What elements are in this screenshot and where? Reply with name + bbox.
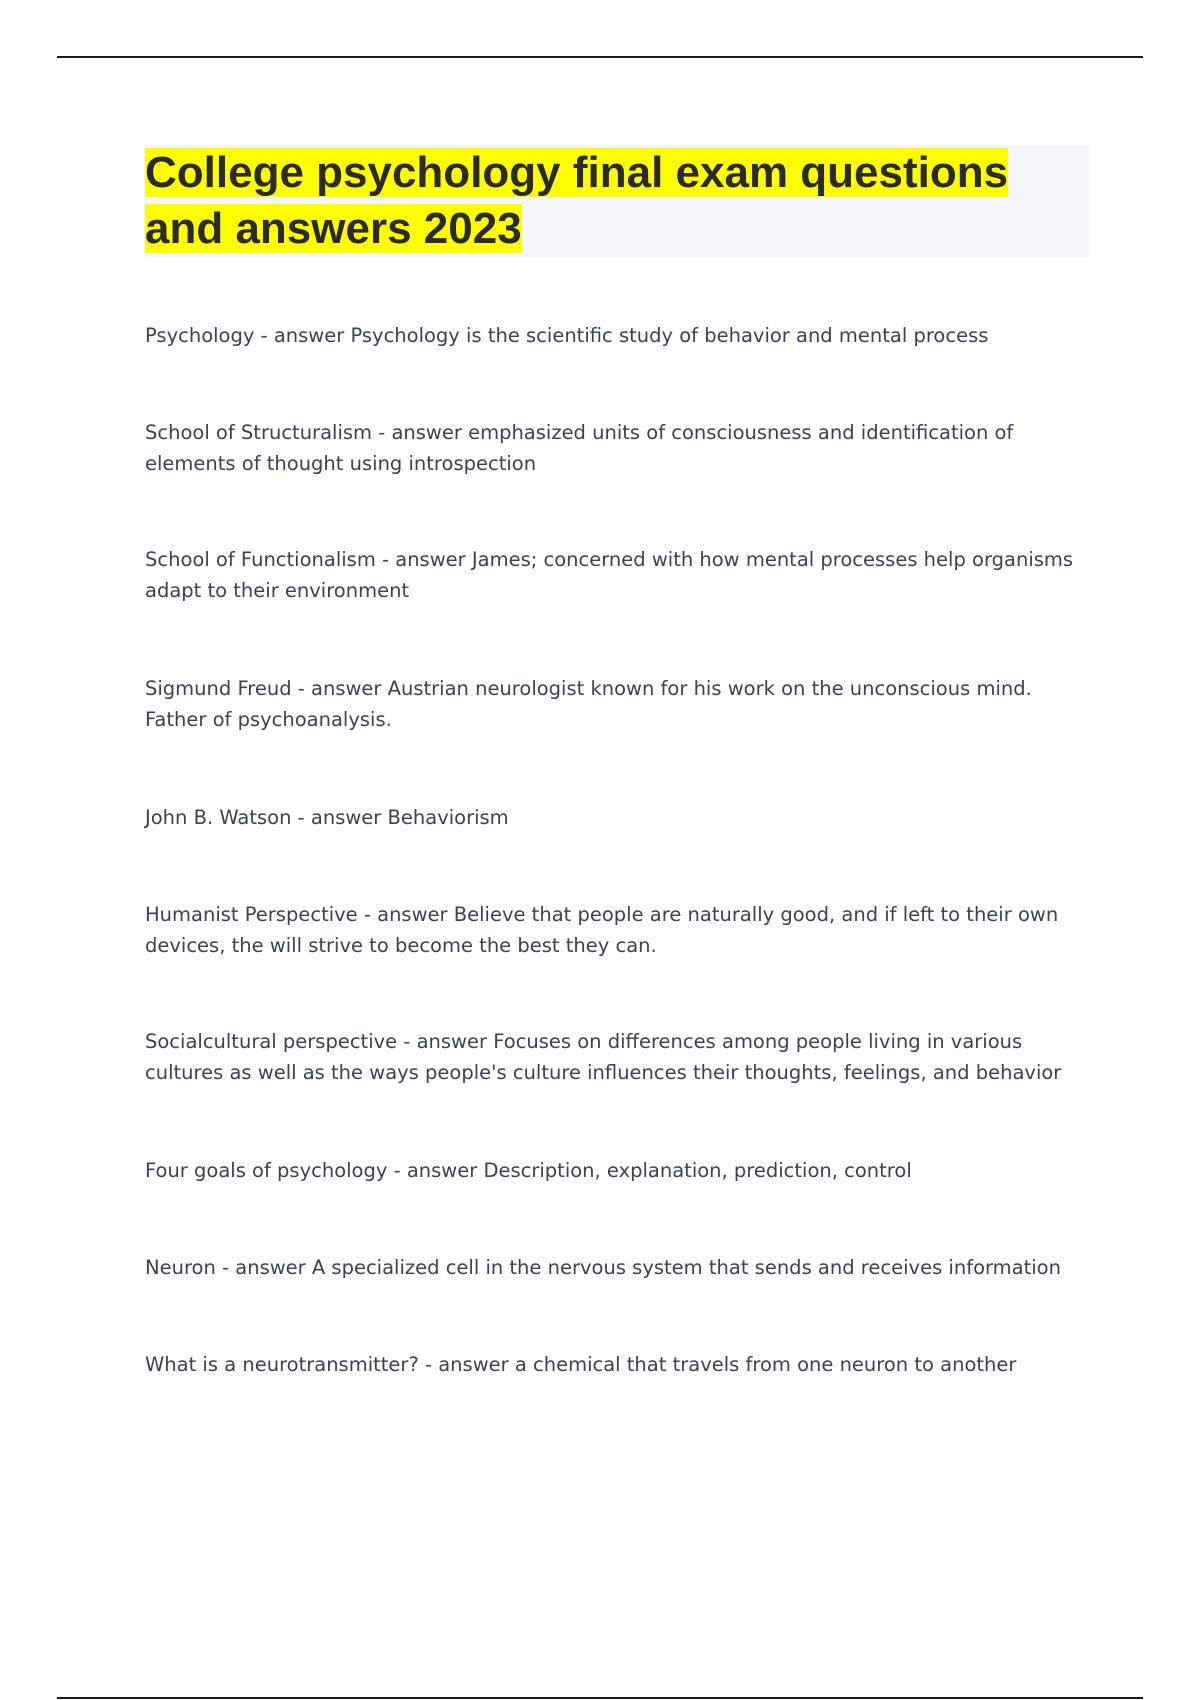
qa-item: School of Functionalism - answer James; concerned with how mental processes help organisms adapt to their environment — [145, 547, 1074, 602]
qa-item: School of Structuralism - answer emphasized units of consciousness and identification of elements of thought using introspection — [145, 420, 1014, 475]
qa-item: Psychology - answer Psychology is the scientific study of behavior and mental process — [145, 323, 989, 347]
bottom-rule — [57, 1697, 1143, 1699]
top-rule — [57, 56, 1143, 58]
page-title — [145, 145, 1089, 257]
qa-item: Neuron - answer A specialized cell in the nervous system that sends and receives information — [145, 1255, 1061, 1279]
title-highlight: College psychology final exam questions and answers 2023 — [145, 148, 1009, 253]
qa-item: John B. Watson - answer Behaviorism — [145, 805, 509, 829]
qa-item: Humanist Perspective - answer Believe that people are naturally good, and if left to their own devices, the will strive to become the best they can. — [145, 902, 1059, 957]
qa-item: What is a neurotransmitter? - answer a chemical that travels from one neuron to another — [145, 1352, 1017, 1376]
qa-item: Four goals of psychology - answer Description, explanation, prediction, control — [145, 1158, 912, 1182]
qa-item: Socialcultural perspective - answer Focuses on differences among people living in various cultures as well as the ways people's culture influences their thoughts, feelings, and behavior — [145, 1029, 1062, 1084]
title-block — [145, 145, 1089, 257]
qa-item: Sigmund Freud - answer Austrian neurologist known for his work on the unconscious mind. Father of psychoanalysis. — [145, 676, 1032, 731]
